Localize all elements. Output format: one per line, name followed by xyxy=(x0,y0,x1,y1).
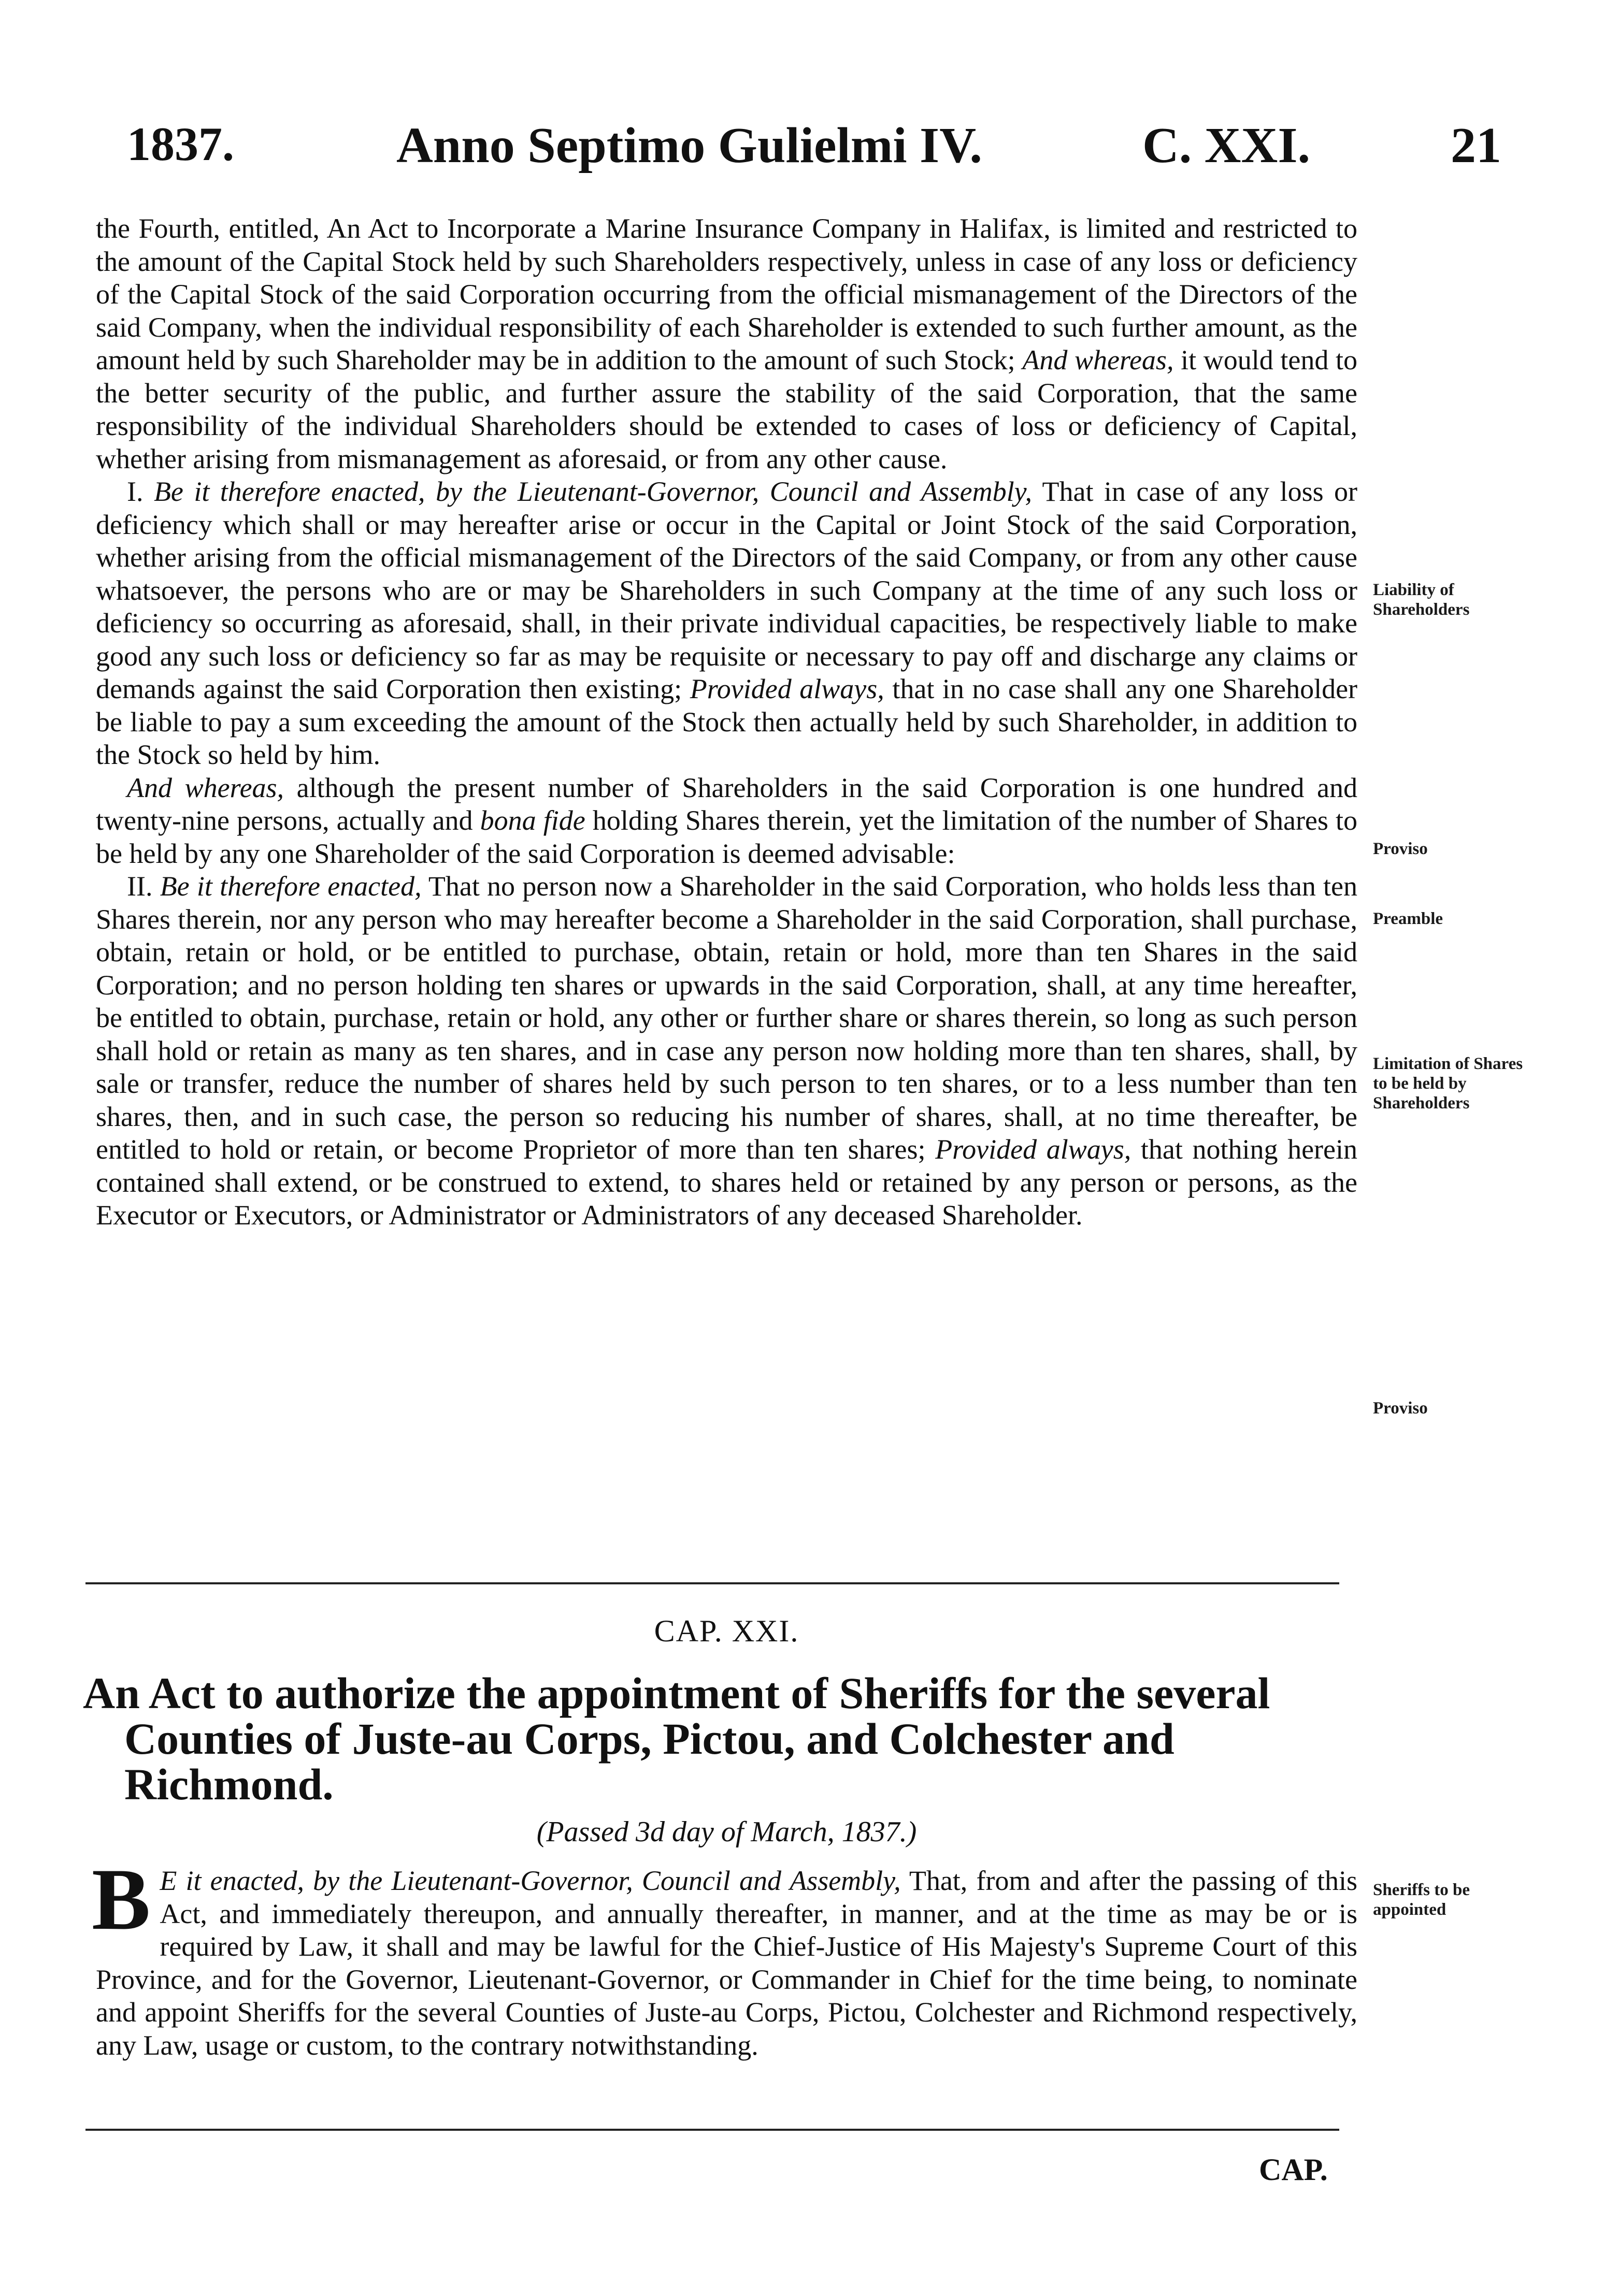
paragraph-recital: the Fourth, entitled, An Act to Incorporate a Marine Insurance Company in Halifax, is limited and restricted to the amount of the Capital Stock held by such Shareholders respectively, unless in case of any loss or deficiency of the Capital Stock of the said Corporation occurring from the official mismanagement of the Directors of the said Company, when the individual responsibility of each Shareholder is extended to such further amount, as the amount held by such Shareholder may be in addition to the amount of such Stock; And whereas, it would tend to the better security of the public, and further assure the stability of the said Corporation, that the same responsibility of the individual Shareholders should be extended to cases of loss or deficiency of Capital, whether arising from mismanagement as aforesaid, or from any other cause. xyxy=(96,213,1358,474)
passed-date: (Passed 3d day of March, 1837.) xyxy=(536,1816,917,1848)
margin-note-limitation: Limitation of Shares to be held by Shareholders xyxy=(1373,1055,1523,1113)
margin-note-preamble: Preamble xyxy=(1373,909,1443,928)
margin-note-sheriffs: Sheriffs to be appointed xyxy=(1373,1881,1470,1919)
enacting-paragraph: B E it enacted, by the Lieutenant-Governor, Council and Assembly, That, from and after the passing of this Act, and immediately thereupon, and annually thereafter, in manner, and at the time as may be or is required by Law, it shall and may be lawful for the Chief-Justice of His Majesty's Supreme Court of this Province, and for the Governor, Lieutenant-Governor, or Commander in Chief for the time being, to nominate and appoint Sheriffs for the several Counties of Juste-au Corps, Pictou, Colchester and Richmond respectively, any Law, usage or custom, to the contrary notwithstanding. xyxy=(92,1851,1357,2061)
section-1: I. Be it therefore enacted, by the Lieutenant-Governor, Council and Assembly, That in case of any loss or deficiency which shall or may hereafter arise or occur in the Capital or Joint Stock of the said Corporation, whether arising from the official mismanagement of the Directors of the said Company, or from any other cause whatsoever, the persons who are or may be Shareholders in such Company at the time of any such loss or deficiency so occurring as aforesaid, shall, in their private individual capacities, be respectively liable to make good any such loss or deficiency so far as may be requisite or necessary to pay off and discharge any claims or demands against the said Corporation then existing; Provided always, that in no case shall any one Shareholder be liable to pay a sum exceeding the amount of the Stock then actually held by such Shareholder, in addition to the Stock so held by him. xyxy=(96,476,1358,770)
preamble-paragraph: And whereas, although the present number of Shareholders in the said Corporation is one hundred and twenty-nine persons, actually and bona fide holding Shares therein, yet the limitation of the number of Shares to be held by any one Shareholder of the said Corporation is deemed advisable: xyxy=(96,772,1357,869)
page-number: 21 xyxy=(1451,118,1501,174)
bottom-rule xyxy=(85,2129,1339,2131)
catchword: CAP. xyxy=(1259,2153,1328,2187)
main-text xyxy=(96,212,1357,1232)
section-2: II. Be it therefore enacted, That no person now a Shareholder in the said Corporation, who holds less than ten Shares therein, nor any person who may hereafter become a Shareholder in the said Corporation, shall purchase, obtain, retain or hold, or be entitled to purchase, obtain, retain or hold, more than ten Shares in the said Corporation; and no person holding ten shares or upwards in the said Corporation, shall, at any time hereafter, be entitled to obtain, purchase, retain or hold, any other or further share or shares therein, so long as such person shall hold or retain as many as ten shares, and in case any person now holding more than ten shares, shall, by sale or transfer, reduce the number of shares held by such person to ten shares, or to a less number than ten shares, then, and in such case, the person so reducing his number of shares, shall, at no time thereafter, be entitled to hold or retain, or become Proprietor of more than ten shares; Provided always, that nothing herein contained shall extend, or be construed to extend, to shares held or retained by any person or persons, as the Executor or Executors, or Administrator or Administrators of any deceased Shareholder. xyxy=(96,871,1358,1231)
chapter-number: CAP. XXI. xyxy=(654,1614,799,1648)
margin-note-proviso-2: Proviso xyxy=(1373,1399,1428,1418)
act-body xyxy=(92,1851,1357,2062)
margin-note-liability: Liability of Shareholders xyxy=(1373,581,1470,619)
header-chapter: C. XXI. xyxy=(1142,118,1310,174)
running-header xyxy=(91,117,1541,220)
drop-cap: B xyxy=(92,1851,151,1948)
section-divider xyxy=(85,1582,1339,1584)
header-title: Anno Septimo Gulielmi IV. xyxy=(396,118,982,174)
header-year: 1837. xyxy=(127,118,234,170)
margin-note-proviso: Proviso xyxy=(1373,840,1428,858)
act-title: An Act to authorize the appointment of Sheriffs for the several Counties of Juste-au Corps, Pictou, and Colchester and Richmond. xyxy=(83,1668,1270,1809)
